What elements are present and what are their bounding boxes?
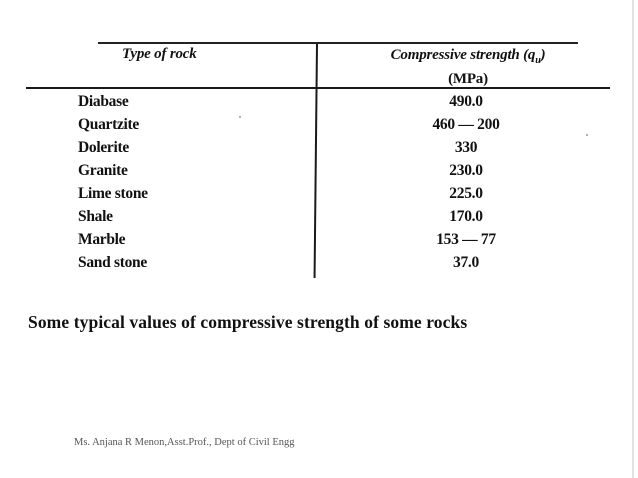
- table-row: [26, 208, 610, 231]
- strength-value: 490.0: [449, 93, 483, 110]
- table-header-rule: [26, 87, 610, 89]
- header-strength-close: ): [540, 47, 546, 63]
- table-body: [26, 93, 610, 277]
- header-unit: (MPa): [448, 71, 488, 87]
- rock-name: Diabase: [78, 93, 129, 110]
- header-type-of-rock: Type of rock: [122, 46, 197, 62]
- rock-name: Lime stone: [78, 185, 148, 202]
- strength-value: 153 — 77: [436, 231, 496, 248]
- table-row: [26, 93, 610, 116]
- strength-value: 37.0: [453, 254, 479, 271]
- table-row: [26, 254, 610, 277]
- table-row: [26, 139, 610, 162]
- table-top-rule: [98, 42, 578, 44]
- header-strength-subscript: u: [535, 55, 541, 66]
- scan-speck: [586, 134, 588, 136]
- strength-value: 230.0: [449, 162, 483, 179]
- rock-name: Shale: [78, 208, 113, 225]
- table-row: [26, 231, 610, 254]
- slide-edge-line: [632, 0, 634, 478]
- slide-caption: Some typical values of compressive strength of some rocks: [28, 312, 468, 332]
- table-row: [26, 162, 610, 185]
- slide-footer: Ms. Anjana R Menon,Asst.Prof., Dept of Civil Engg: [74, 437, 295, 448]
- header-strength-label: Compressive strength (q: [390, 47, 536, 63]
- scan-speck: [239, 116, 241, 118]
- header-compressive-strength: [370, 46, 566, 89]
- rock-name: Marble: [78, 231, 126, 248]
- strength-value: 330: [454, 139, 478, 156]
- strength-value: 170.0: [449, 208, 483, 225]
- rock-name: Granite: [78, 162, 128, 179]
- table-row: [26, 185, 610, 208]
- rock-name: Sand stone: [78, 254, 147, 271]
- rock-name: Dolerite: [78, 139, 129, 156]
- rock-strength-table: [26, 38, 610, 278]
- strength-value: 460 — 200: [432, 116, 500, 133]
- rock-name: Quartzite: [78, 116, 139, 133]
- strength-value: 225.0: [449, 185, 483, 202]
- table-row: [26, 116, 610, 139]
